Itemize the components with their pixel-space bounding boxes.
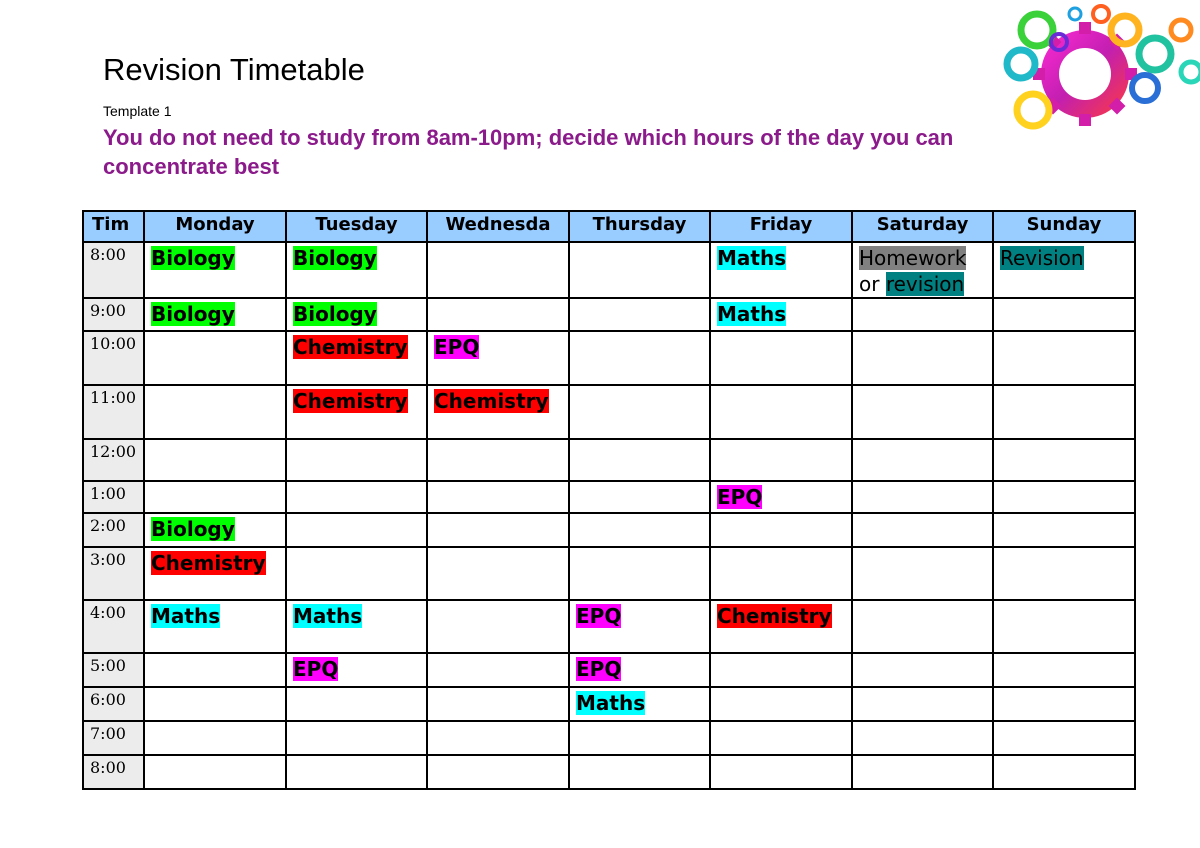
cell-sunday — [993, 331, 1135, 385]
header-time: Tim — [83, 211, 144, 242]
cell-saturday — [852, 331, 993, 385]
cell-monday — [144, 331, 286, 385]
time-cell: 11:00 — [83, 385, 144, 439]
table-row — [83, 481, 1135, 513]
cell-tuesday — [286, 687, 427, 721]
time-cell: 7:00 — [83, 721, 144, 755]
time-cell: 1:00 — [83, 481, 144, 513]
cell-saturday — [852, 755, 993, 789]
cell-thursday — [569, 547, 710, 600]
cell-sunday — [993, 298, 1135, 331]
subject-tag: Maths — [293, 604, 363, 628]
header-thursday: Thursday — [569, 211, 710, 242]
cell-wednesday — [427, 242, 569, 298]
subject-tag: Biology — [151, 246, 235, 270]
table-row — [83, 600, 1135, 653]
table-row — [83, 331, 1135, 385]
cell-tuesday — [286, 600, 427, 653]
cell-tuesday — [286, 385, 427, 439]
revision-timetable — [82, 210, 1136, 790]
header-monday: Monday — [144, 211, 286, 242]
cell-tuesday — [286, 331, 427, 385]
cell-sunday — [993, 755, 1135, 789]
cell-wednesday — [427, 481, 569, 513]
time-cell: 9:00 — [83, 298, 144, 331]
cell-saturday — [852, 439, 993, 481]
time-cell: 10:00 — [83, 331, 144, 385]
table-row — [83, 439, 1135, 481]
header-friday: Friday — [710, 211, 852, 242]
cell-tuesday — [286, 547, 427, 600]
cell-friday — [710, 755, 852, 789]
header-tuesday: Tuesday — [286, 211, 427, 242]
cell-thursday — [569, 439, 710, 481]
cell-friday — [710, 653, 852, 687]
cell-saturday — [852, 298, 993, 331]
subject-tag: Maths — [576, 691, 646, 715]
cell-thursday — [569, 721, 710, 755]
gears-logo-icon — [995, 2, 1200, 132]
cell-wednesday — [427, 755, 569, 789]
subject-tag: EPQ — [434, 335, 480, 359]
header-saturday: Saturday — [852, 211, 993, 242]
cell-thursday — [569, 653, 710, 687]
cell-friday — [710, 331, 852, 385]
time-cell: 3:00 — [83, 547, 144, 600]
cell-sunday — [993, 439, 1135, 481]
subject-tag: Maths — [717, 246, 787, 270]
cell-sunday — [993, 547, 1135, 600]
cell-thursday — [569, 687, 710, 721]
subject-tag: Biology — [151, 517, 235, 541]
cell-monday — [144, 600, 286, 653]
cell-wednesday — [427, 331, 569, 385]
revision-label: revision — [885, 272, 965, 296]
time-cell: 12:00 — [83, 439, 144, 481]
cell-thursday — [569, 385, 710, 439]
cell-monday — [144, 755, 286, 789]
cell-friday — [710, 513, 852, 547]
header-row — [83, 211, 1135, 242]
subject-tag: Biology — [293, 246, 377, 270]
cell-saturday — [852, 653, 993, 687]
cell-saturday — [852, 385, 993, 439]
instruction-text: You do not need to study from 8am-10pm; decide which hours of the day you can concentrate best — [103, 125, 954, 179]
cell-tuesday — [286, 481, 427, 513]
page-title: Revision Timetable — [103, 52, 365, 87]
subject-tag: Biology — [151, 302, 235, 326]
cell-friday — [710, 600, 852, 653]
table-row — [83, 721, 1135, 755]
subject-tag: Revision — [1000, 246, 1084, 270]
cell-wednesday — [427, 547, 569, 600]
cell-monday — [144, 242, 286, 298]
cell-saturday — [852, 513, 993, 547]
homework-or-revision-note — [859, 245, 992, 297]
table-row — [83, 385, 1135, 439]
subject-tag: EPQ — [717, 485, 763, 509]
subject-tag: Maths — [717, 302, 787, 326]
cell-sunday — [993, 242, 1135, 298]
subject-tag: Chemistry — [293, 335, 408, 359]
cell-friday — [710, 547, 852, 600]
cell-wednesday — [427, 385, 569, 439]
cell-friday — [710, 439, 852, 481]
time-cell: 4:00 — [83, 600, 144, 653]
cell-monday — [144, 439, 286, 481]
cell-monday — [144, 721, 286, 755]
subject-tag: Chemistry — [717, 604, 832, 628]
cell-thursday — [569, 298, 710, 331]
time-cell: 2:00 — [83, 513, 144, 547]
cell-thursday — [569, 755, 710, 789]
subject-tag: Maths — [151, 604, 221, 628]
cell-tuesday — [286, 653, 427, 687]
cell-monday — [144, 547, 286, 600]
table-row — [83, 242, 1135, 298]
cell-sunday — [993, 721, 1135, 755]
table-row — [83, 755, 1135, 789]
cell-friday — [710, 385, 852, 439]
time-cell: 8:00 — [83, 242, 144, 298]
cell-tuesday — [286, 242, 427, 298]
time-cell: 6:00 — [83, 687, 144, 721]
cell-thursday — [569, 242, 710, 298]
cell-monday — [144, 481, 286, 513]
or-label: or — [859, 272, 880, 296]
cell-sunday — [993, 385, 1135, 439]
cell-wednesday — [427, 298, 569, 331]
cell-tuesday — [286, 513, 427, 547]
cell-thursday — [569, 481, 710, 513]
subject-tag: Biology — [293, 302, 377, 326]
cell-wednesday — [427, 721, 569, 755]
cell-saturday — [852, 721, 993, 755]
cell-wednesday — [427, 600, 569, 653]
subject-tag: Chemistry — [151, 551, 266, 575]
cell-saturday — [852, 547, 993, 600]
template-label: Template 1 — [103, 103, 172, 119]
subject-tag: EPQ — [293, 657, 339, 681]
cell-wednesday — [427, 513, 569, 547]
table-row — [83, 547, 1135, 600]
cell-monday — [144, 687, 286, 721]
cell-tuesday — [286, 298, 427, 331]
table-row — [83, 687, 1135, 721]
cell-wednesday — [427, 687, 569, 721]
header-wednesday: Wednesda — [427, 211, 569, 242]
cell-monday — [144, 513, 286, 547]
cell-saturday — [852, 242, 993, 298]
cell-tuesday — [286, 439, 427, 481]
cell-saturday — [852, 600, 993, 653]
cell-sunday — [993, 653, 1135, 687]
cell-friday — [710, 481, 852, 513]
header-sunday: Sunday — [993, 211, 1135, 242]
cell-friday — [710, 687, 852, 721]
cell-sunday — [993, 600, 1135, 653]
time-cell: 8:00 — [83, 755, 144, 789]
table-row — [83, 653, 1135, 687]
cell-thursday — [569, 513, 710, 547]
time-cell: 5:00 — [83, 653, 144, 687]
cell-tuesday — [286, 755, 427, 789]
cell-saturday — [852, 481, 993, 513]
subject-tag: EPQ — [576, 657, 622, 681]
cell-friday — [710, 298, 852, 331]
table-row — [83, 513, 1135, 547]
cell-friday — [710, 242, 852, 298]
table-row — [83, 298, 1135, 331]
subject-tag: Chemistry — [434, 389, 549, 413]
homework-label: Homework — [859, 246, 967, 270]
subject-tag: Chemistry — [293, 389, 408, 413]
cell-friday — [710, 721, 852, 755]
cell-saturday — [852, 687, 993, 721]
cell-sunday — [993, 687, 1135, 721]
cell-thursday — [569, 331, 710, 385]
cell-wednesday — [427, 653, 569, 687]
subject-tag: EPQ — [576, 604, 622, 628]
cell-monday — [144, 385, 286, 439]
cell-thursday — [569, 600, 710, 653]
cell-monday — [144, 298, 286, 331]
cell-wednesday — [427, 439, 569, 481]
cell-monday — [144, 653, 286, 687]
cell-tuesday — [286, 721, 427, 755]
cell-sunday — [993, 481, 1135, 513]
cell-sunday — [993, 513, 1135, 547]
